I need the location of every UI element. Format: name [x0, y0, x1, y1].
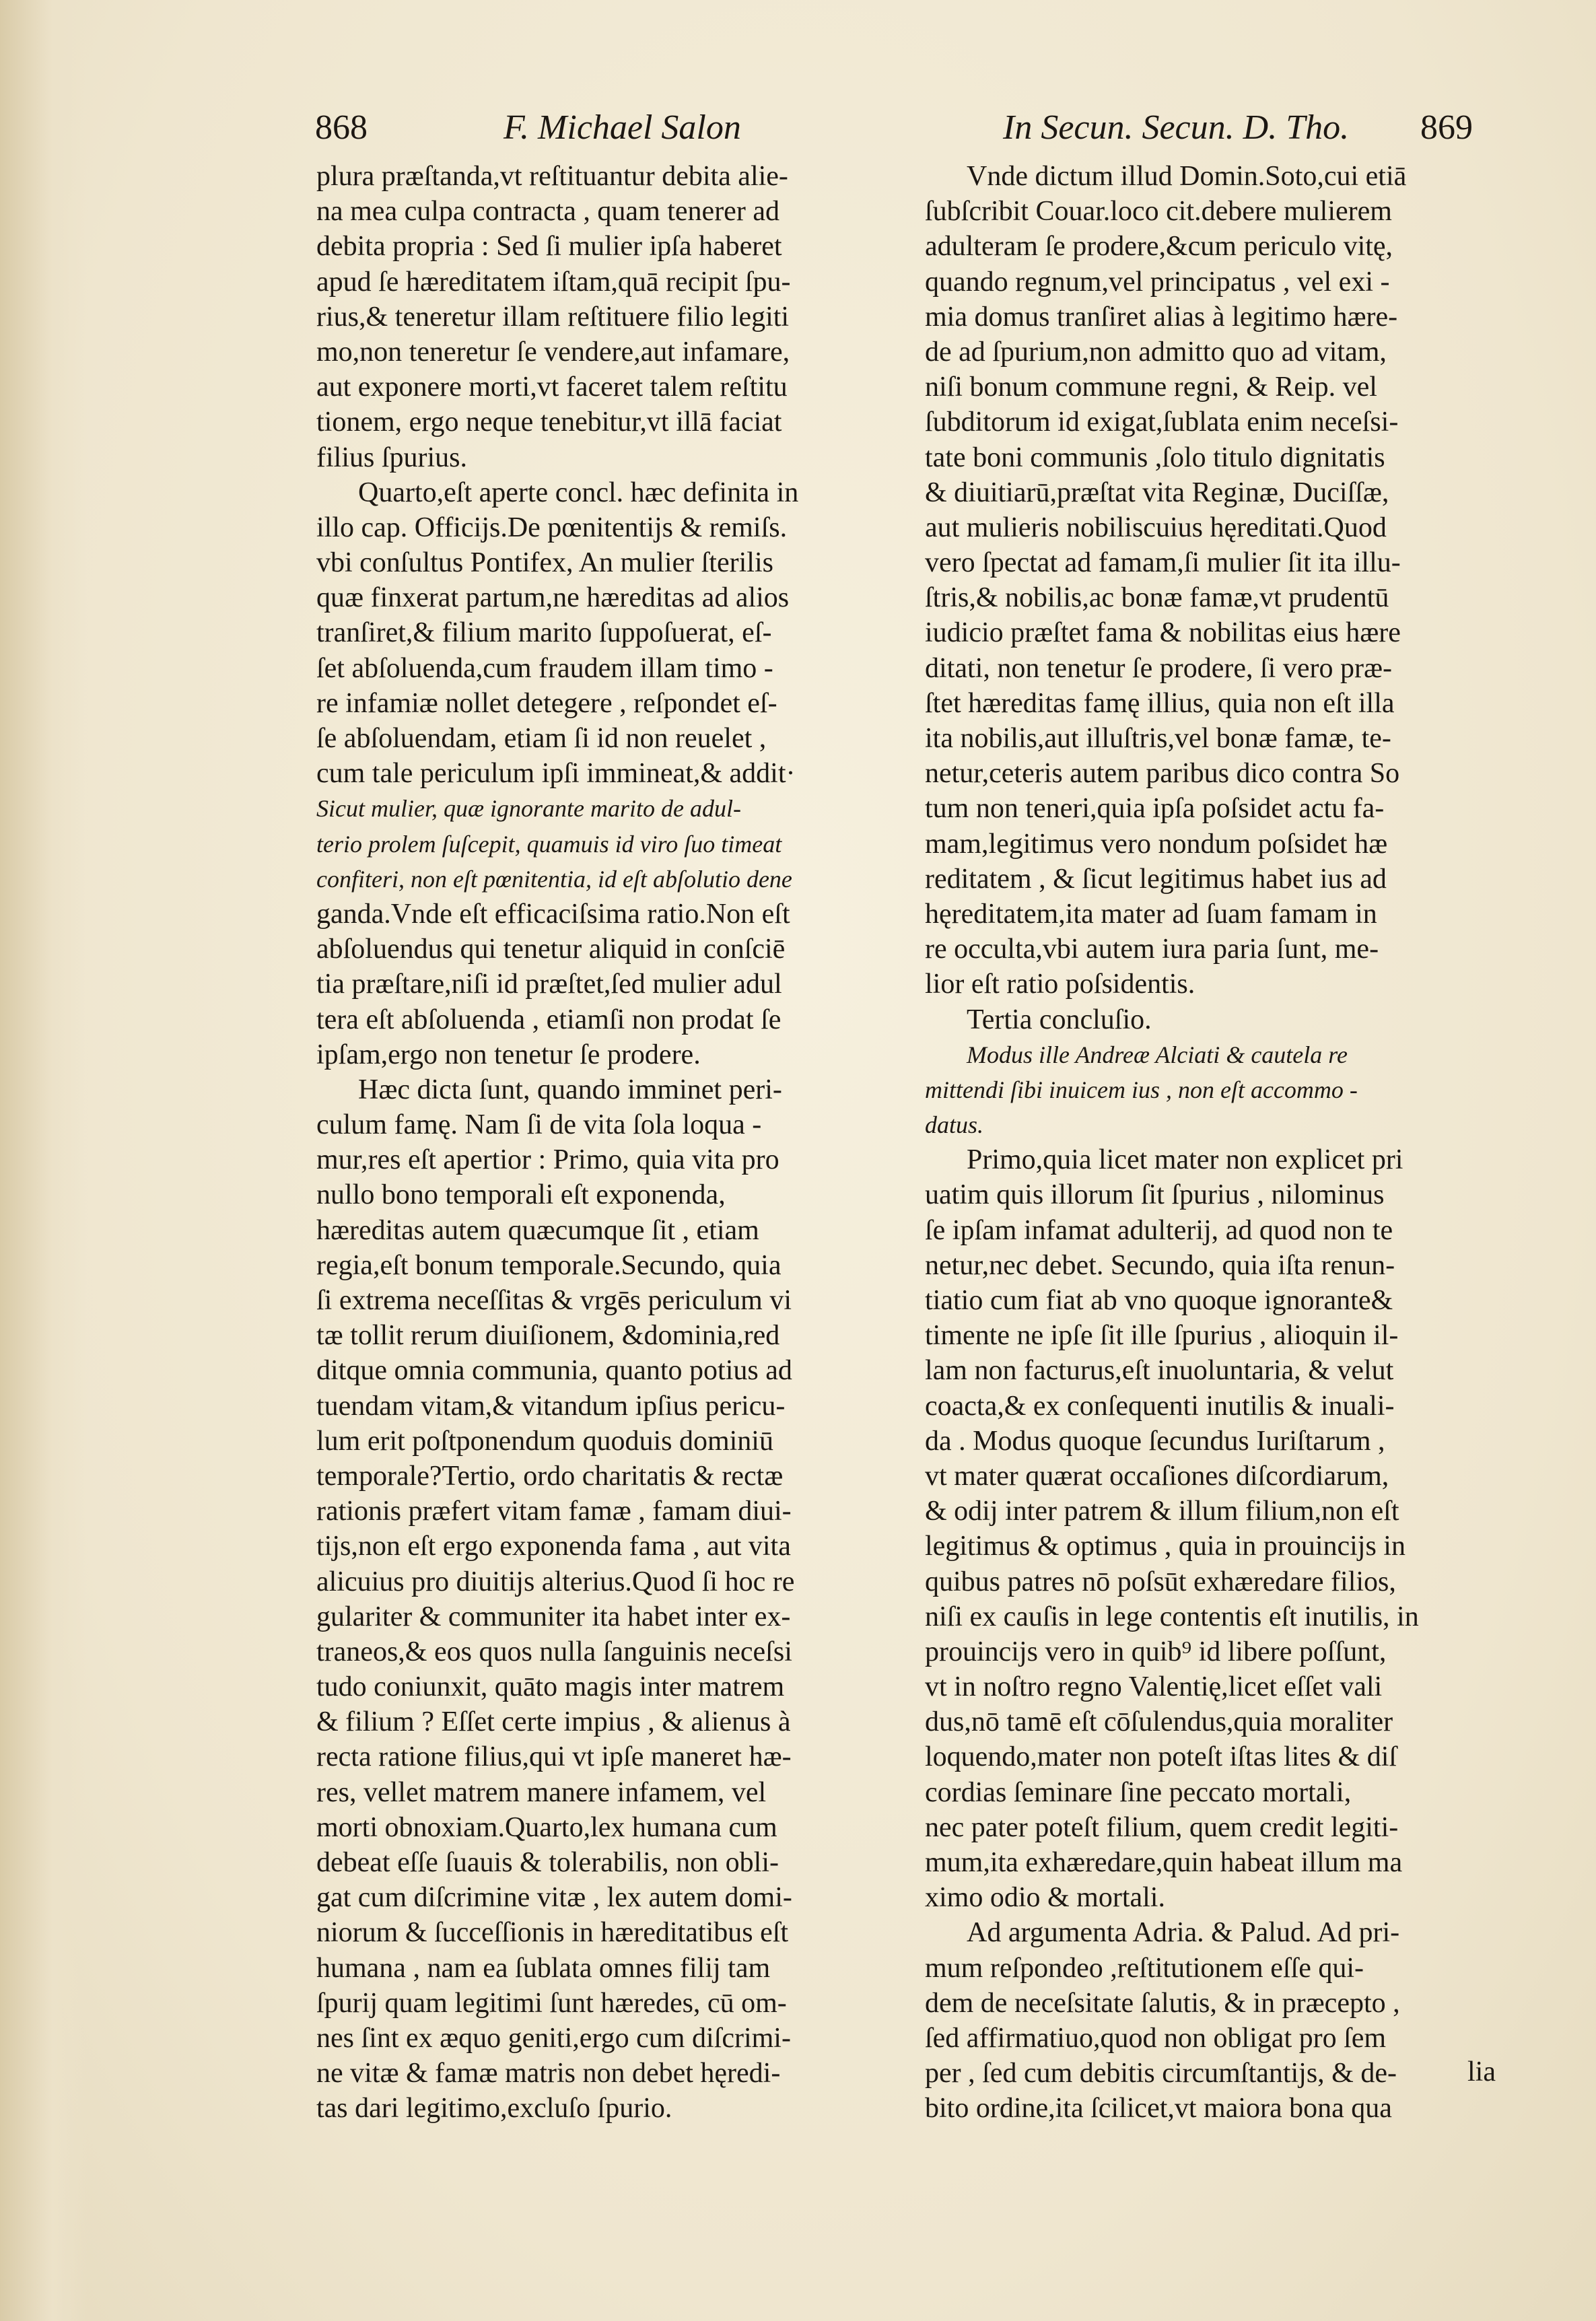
text-line: morti obnoxiam.Quarto,lex humana cum: [316, 1811, 777, 1843]
binding-gutter-shadow: [0, 0, 88, 2321]
text-line: ſi extrema neceſſitas & vrgēs periculum vi: [316, 1285, 792, 1316]
text-line: ne vitæ & famæ matris non debet hęredi-: [316, 2058, 781, 2089]
text-line: abſoluendus qui tenetur aliquid in conſciē: [316, 934, 786, 965]
text-line: tum non teneri,quia ipſa poſsidet actu fa-: [925, 793, 1385, 825]
text-line: ſe ipſam infamat adulterij, ad quod non te: [925, 1214, 1393, 1246]
text-line: loquendo,mater non poteſt iſtas lites & diſ: [925, 1741, 1397, 1773]
text-line: legitimus & optimus , quia in prouincijs in: [925, 1531, 1406, 1562]
text-line: prouincijs vero in quib⁹ id libere poſſunt,: [925, 1636, 1387, 1667]
text-line: & odij inter patrem & illum filium,non eſt: [925, 1496, 1399, 1527]
text-line: tia præſtare,niſi id præſtet,ſed mulier adul: [316, 969, 782, 1000]
text-line: hęreditatem,ita mater ad ſuam famam in: [925, 898, 1377, 930]
text-line: temporale?Tertio, ordo charitatis & rectæ: [316, 1460, 784, 1492]
text-line: nes ſint ex æquo geniti,ergo cum diſcrimi-: [316, 2022, 791, 2054]
text-line: na mea culpa contracta , quam tenerer ad: [316, 196, 779, 228]
text-line: tate boni communis ,ſolo titulo dignitatis: [925, 442, 1385, 473]
text-line: rationis præfert vitam famæ , famam diui-: [316, 1496, 792, 1527]
text-line: apud ſe hæreditatem iſtam,quā recipit ſpu-: [316, 266, 791, 298]
text-line: cum tale periculum ipſi immineat,& addit·: [316, 758, 796, 790]
right-page-number: 869: [1420, 108, 1473, 147]
text-line: rius,& teneretur illam reſtituere filio legiti: [316, 301, 790, 333]
text-line: nullo bono temporali eſt exponenda,: [316, 1179, 726, 1211]
text-line: tranſiret,& filium marito ſuppoſuerat, eſ-: [316, 617, 772, 649]
text-line: niorum & ſucceſſionis in hæreditatibus eſt: [316, 1917, 789, 1949]
text-line: & filium ? Eſſet certe impius , & alienus à: [316, 1706, 791, 1738]
text-line: niſi bonum commune regni, & Reip. vel: [925, 372, 1377, 403]
text-line: ganda.Vnde eſt efficaciſsima ratio.Non eſt: [316, 898, 790, 930]
text-line: Vnde dictum illud Domin.Soto,cui etiā: [967, 161, 1407, 192]
text-line: quæ finxerat partum,ne hæreditas ad alios: [316, 582, 790, 614]
text-line: ipſam,ergo non tenetur ſe prodere.: [316, 1039, 701, 1070]
text-line: plura præſtanda,vt reſtituantur debita alie-: [316, 161, 788, 192]
text-line: mur,res eſt apertior : Primo, quia vita pro: [316, 1144, 779, 1176]
text-line: tiatio cum fiat ab vno quoque ignorante&: [925, 1285, 1393, 1316]
text-line: ſe abſoluendam, etiam ſi id non reuelet ,: [316, 723, 767, 754]
text-line: Tertia concluſio.: [967, 1004, 1152, 1035]
catchword: lia: [1467, 2056, 1496, 2087]
text-line: Modus ille Andreæ Alciati & cautela re: [967, 1041, 1348, 1068]
text-line: Quarto,eſt aperte concl. hæc definita in: [358, 477, 799, 508]
text-line: uatim quis illorum ſit ſpurius , nilominus: [925, 1179, 1385, 1211]
text-line: quando regnum,vel principatus , vel exi -: [925, 266, 1390, 298]
text-line: mum reſpondeo ,reſtitutionem eſſe qui-: [925, 1952, 1364, 1984]
text-line: illo cap. Officijs.De pœnitentijs & remiſs.: [316, 512, 788, 543]
text-line: vt in noſtro regno Valentię,licet eſſet vali: [925, 1671, 1383, 1703]
text-line: vt mater quærat occaſiones diſcordiarum,: [925, 1460, 1389, 1492]
text-line: dem de neceſsitate ſalutis, & in præcepto ,: [925, 1987, 1400, 2019]
text-line: iudicio præſtet fama & nobilitas eius hære: [925, 617, 1401, 649]
text-line: debita propria : Sed ſi mulier ipſa haberet: [316, 231, 782, 263]
text-line: traneos,& eos quos nulla ſanguinis neceſsi: [316, 1636, 792, 1667]
text-line: re occulta,vbi autem iura paria ſunt, me-: [925, 934, 1379, 965]
text-line: ſubditorum id exigat,ſublata enim neceſsi-: [925, 407, 1399, 438]
text-line: vero ſpectat ad famam,ſi mulier ſit ita illu-: [925, 547, 1401, 579]
text-line: alicuius pro diuitijs alterius.Quod ſi hoc re: [316, 1566, 795, 1597]
text-line: gulariter & communiter ita habet inter ex-: [316, 1601, 791, 1632]
text-line: ditati, non tenetur ſe prodere, ſi vero præ-: [925, 652, 1392, 684]
left-text-column: [316, 159, 883, 2126]
text-line: regia,eſt bonum temporale.Secundo, quia: [316, 1249, 782, 1281]
text-line: recta ratione filius,qui vt ipſe maneret hæ-: [316, 1741, 792, 1773]
text-line: lam non facturus,eſt inuoluntaria, & velut: [925, 1355, 1394, 1387]
left-running-title: F. Michael Salon: [504, 108, 741, 147]
text-line: aut exponere morti,vt faceret talem reſtitu: [316, 372, 788, 403]
text-line: mum,ita exhæredare,quin habeat illum ma: [925, 1847, 1403, 1878]
text-line: ſtet hæreditas famę illius, quia non eſt illa: [925, 687, 1395, 719]
text-line: ſet abſoluenda,cum fraudem illam timo -: [316, 652, 773, 684]
text-line: ſed affirmatiuo,quod non obligat pro ſem: [925, 2022, 1387, 2054]
text-line: datus.: [925, 1111, 984, 1139]
text-line: de ad ſpurium,non admitto quo ad vitam,: [925, 336, 1387, 368]
text-line: ſtris,& nobilis,ac bonæ famæ,vt prudentū: [925, 582, 1389, 614]
text-line: tæ tollit rerum diuiſionem, &dominia,red: [316, 1320, 780, 1352]
text-line: Hæc dicta ſunt, quando imminet peri-: [358, 1074, 782, 1105]
text-line: Sicut mulier, quæ ignorante marito de adul-: [316, 795, 741, 823]
right-text-column: [925, 159, 1489, 2126]
text-line: cordias ſeminare ſine peccato mortali,: [925, 1776, 1352, 1808]
text-line: ſpurij quam legitimi ſunt hæredes, cū om-: [316, 1987, 787, 2019]
text-line: dus,nō tamē eſt cōſulendus,quia moraliter: [925, 1706, 1393, 1738]
right-running-title: In Secun. Secun. D. Tho.: [1003, 108, 1350, 147]
text-line: tas dari legitimo,excluſo ſpurio.: [316, 2093, 672, 2124]
text-line: tijs,non eſt ergo exponenda fama , aut vita: [316, 1531, 791, 1562]
text-line: nec pater poteſt filium, quem credit legiti-: [925, 1811, 1399, 1843]
text-line: re infamiæ nollet detegere , reſpondet eſ-: [316, 687, 777, 719]
text-line: confiteri, non eſt pœnitentia, id eſt abſolutio dene: [316, 865, 792, 893]
text-line: & diuitiarū,præſtat vita Reginæ, Duciſſæ,: [925, 477, 1389, 508]
text-line: netur,ceteris autem paribus dico contra So: [925, 758, 1400, 790]
text-line: terio prolem ſuſcepit, quamuis id viro ſuo timeat: [316, 830, 782, 858]
text-line: quibus patres nō poſsūt exhæredare filios,: [925, 1566, 1396, 1597]
text-line: mam,legitimus vero nondum poſsidet hæ: [925, 828, 1388, 860]
text-line: adulteram ſe prodere,&cum periculo vitę,: [925, 231, 1393, 263]
text-line: niſi ex cauſis in lege contentis eſt inutilis, in: [925, 1601, 1419, 1632]
text-line: tuendam vitam,& vitandum ipſius pericu-: [316, 1390, 786, 1422]
text-line: Primo,quia licet mater non explicet pri: [967, 1144, 1403, 1176]
text-line: ſubſcribit Couar.loco cit.debere mulierem: [925, 196, 1392, 228]
text-line: coacta,& ex conſequenti inutilis & inuali-: [925, 1390, 1395, 1422]
text-line: per , ſed cum debitis circumſtantijs, & de-: [925, 2058, 1397, 2089]
text-line: Ad argumenta Adria. & Palud. Ad pri-: [967, 1917, 1400, 1949]
text-line: bito ordine,ita ſcilicet,vt maiora bona qua: [925, 2093, 1392, 2124]
text-line: gat cum diſcrimine vitæ , lex autem domi-: [316, 1882, 792, 1914]
text-line: culum famę. Nam ſi de vita ſola loqua -: [316, 1109, 762, 1141]
text-line: reditatem , & ſicut legitimus habet ius ad: [925, 863, 1387, 895]
text-line: mo,non teneretur ſe vendere,aut infamare,: [316, 336, 790, 368]
text-line: ximo odio & mortali.: [925, 1882, 1165, 1914]
text-line: tera eſt abſoluenda , etiamſi non prodat ſe: [316, 1004, 782, 1035]
text-line: tionem, ergo neque tenebitur,vt illā faciat: [316, 407, 782, 438]
text-line: timente ne ipſe ſit ille ſpurius , alioquin il-: [925, 1320, 1399, 1352]
text-line: mia domus tranſiret alias à legitimo hære-: [925, 301, 1398, 333]
text-line: ditque omnia communia, quanto potius ad: [316, 1355, 792, 1387]
text-line: aut mulieris nobiliscuius hęreditati.Quod: [925, 512, 1387, 543]
text-line: lum erit poſtponendum quoduis dominiū: [316, 1425, 773, 1457]
left-page-number: 868: [315, 108, 368, 147]
text-line: humana , nam ea ſublata omnes filij tam: [316, 1952, 771, 1984]
text-line: hæreditas autem quæcumque ſit , etiam: [316, 1214, 759, 1246]
text-line: tudo coniunxit, quāto magis inter matrem: [316, 1671, 785, 1703]
text-line: vbi conſultus Pontifex, An mulier ſterilis: [316, 547, 773, 579]
text-line: mittendi ſibi inuicem ius , non eſt accommo -: [925, 1076, 1358, 1103]
text-line: res, vellet matrem manere infamem, vel: [316, 1776, 767, 1808]
text-line: lior eſt ratio poſsidentis.: [925, 969, 1195, 1000]
text-line: da . Modus quoque ſecundus Iuriſtarum ,: [925, 1425, 1385, 1457]
text-line: filius ſpurius.: [316, 442, 468, 473]
text-line: netur,nec debet. Secundo, quia iſta renun-: [925, 1249, 1395, 1281]
text-line: ita nobilis,aut illuſtris,vel bonæ famæ, te-: [925, 723, 1391, 754]
text-line: debeat eſſe ſuauis & tolerabilis, non obli-: [316, 1847, 779, 1878]
